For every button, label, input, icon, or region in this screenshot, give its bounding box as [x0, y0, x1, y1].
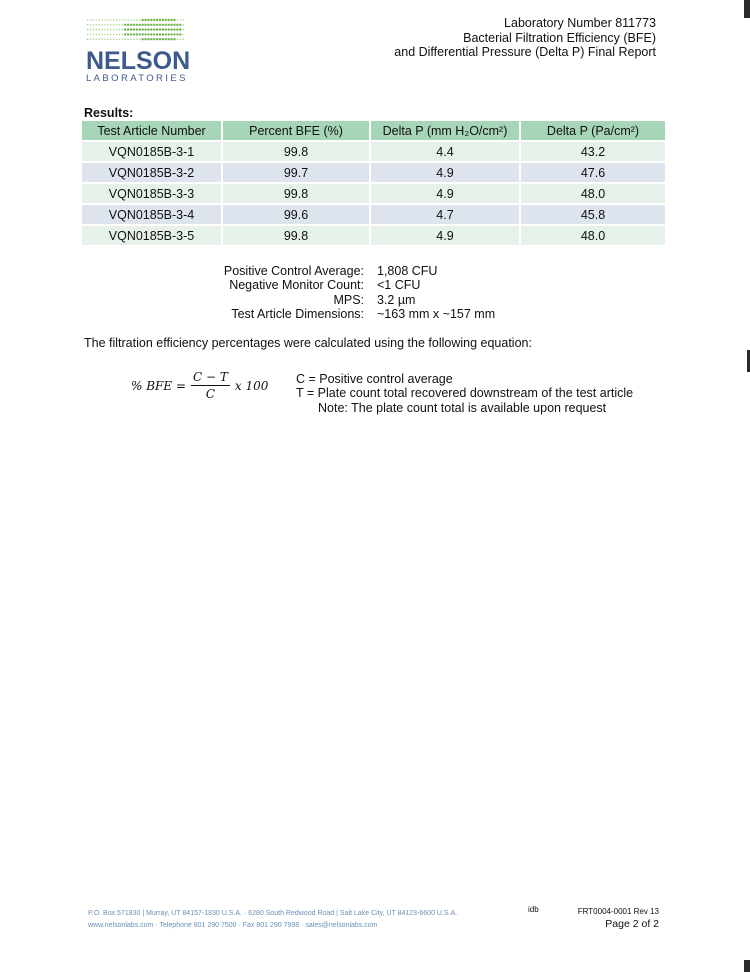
- logo-dot: [170, 24, 172, 26]
- formula-denominator: C: [205, 387, 216, 401]
- logo-dot: [93, 34, 95, 36]
- logo-dot: [156, 28, 158, 30]
- summary-row: [210, 278, 495, 292]
- logo-dot: [107, 19, 109, 21]
- logo-dot: [150, 19, 152, 21]
- logo-dot: [130, 38, 132, 40]
- logo-dot: [113, 34, 115, 36]
- logo-dot: [133, 24, 135, 26]
- logo-dot: [141, 19, 143, 21]
- logo-dot: [133, 28, 135, 30]
- logo-dot: [180, 19, 182, 21]
- logo-dot: [139, 24, 141, 26]
- cell-delta-p-pa: 48.0: [521, 184, 665, 203]
- logo-dot: [170, 38, 172, 40]
- cell-test-article: VQN0185B-3-5: [82, 226, 221, 245]
- logo-dot: [95, 19, 97, 21]
- footer-address-line1: P.O. Box 571830 | Murray, UT 84157-1830 U.S.A. · 6280 South Redwood Road | Salt Lake City, UT 84123-6600 U.S.A.: [88, 910, 458, 917]
- col-header-delta-p-mmh2o: Delta P (mm H₂O/cm²): [371, 121, 519, 140]
- logo-dot: [95, 34, 97, 36]
- logo-dot: [147, 38, 149, 40]
- logo-dot: [98, 38, 100, 40]
- logo-dot: [182, 38, 184, 40]
- logo-dot: [153, 38, 155, 40]
- logo-dot: [159, 19, 161, 21]
- logo-dot: [119, 29, 121, 31]
- cell-delta-p-mmh2o: 4.4: [371, 142, 519, 161]
- logo-dot: [162, 19, 164, 21]
- summary-label: Positive Control Average:: [223, 264, 364, 278]
- logo-dot: [107, 38, 109, 40]
- logo-dot: [179, 24, 181, 26]
- logo-dot: [107, 34, 109, 36]
- logo-dot: [113, 24, 115, 26]
- c-definition: C = Positive control average: [296, 372, 453, 386]
- logo-dot: [124, 38, 126, 40]
- cell-delta-p-mmh2o: 4.7: [371, 205, 519, 224]
- logo-dot: [104, 38, 106, 40]
- logo-dot: [90, 19, 92, 21]
- logo-dot: [95, 24, 97, 26]
- logo-dot: [133, 19, 135, 21]
- logo-dot: [179, 33, 181, 35]
- logo-dot: [124, 19, 126, 21]
- logo-dot: [127, 19, 129, 21]
- summary-block: [210, 264, 495, 322]
- logo-dot: [165, 38, 167, 40]
- logo-dot: [173, 19, 175, 21]
- logo-dot: [101, 38, 103, 40]
- logo-dot: [127, 38, 129, 40]
- logo-name: NELSON: [86, 47, 191, 75]
- logo-dot: [159, 33, 161, 35]
- summary-label: Test Article Dimensions:: [231, 307, 364, 322]
- logo-dot: [104, 24, 106, 26]
- logo-dot: [177, 38, 179, 40]
- logo-dot: [130, 28, 132, 30]
- logo-dot: [113, 38, 115, 40]
- logo-dot: [127, 33, 129, 35]
- logo-dot: [122, 34, 124, 36]
- logo-dot: [159, 28, 161, 30]
- table-row: [82, 226, 665, 245]
- logo-dot: [162, 28, 164, 30]
- footer-initials: idb: [528, 905, 539, 914]
- logo-dot: [168, 33, 170, 35]
- logo-dot: [104, 29, 106, 31]
- logo-dot: [165, 24, 167, 26]
- col-header-percent-bfe: Percent BFE (%): [223, 121, 369, 140]
- cell-percent-bfe: 99.8: [223, 226, 369, 245]
- report-header: [394, 16, 656, 60]
- logo-dot: [127, 28, 129, 30]
- results-header-row: [82, 121, 665, 140]
- logo-dot: [116, 19, 118, 21]
- cell-test-article: VQN0185B-3-4: [82, 205, 221, 224]
- logo-dot: [156, 38, 158, 40]
- summary-value: <1 CFU: [377, 278, 421, 293]
- form-number: FRT0004-0001 Rev 13: [577, 907, 659, 916]
- table-row: [82, 205, 665, 224]
- table-row: [82, 184, 665, 203]
- logo-dot: [127, 24, 129, 26]
- logo-dot: [136, 38, 138, 40]
- summary-row: [210, 293, 495, 307]
- logo-dot: [93, 19, 95, 21]
- cell-delta-p-mmh2o: 4.9: [371, 226, 519, 245]
- logo-dot: [98, 34, 100, 36]
- logo-dot: [119, 24, 121, 26]
- logo-dot: [144, 24, 146, 26]
- logo-dot: [93, 24, 95, 26]
- logo-dot: [170, 19, 172, 21]
- logo-dot: [136, 19, 138, 21]
- logo-dot: [139, 28, 141, 30]
- logo-dot: [136, 33, 138, 35]
- logo-dot: [182, 24, 184, 26]
- logo-dot: [90, 29, 92, 31]
- page-number: Page 2 of 2: [605, 918, 659, 930]
- formula-numerator: C − T: [193, 370, 228, 384]
- logo-dot: [147, 28, 149, 30]
- logo-dot: [87, 38, 89, 40]
- logo-dot: [87, 24, 89, 26]
- logo-dot: [101, 29, 103, 31]
- logo-dot: [98, 24, 100, 26]
- t-definition: T = Plate count total recovered downstream of the test article: [296, 386, 634, 401]
- logo-dot: [141, 28, 143, 30]
- results-heading: Results:: [84, 106, 134, 120]
- cell-test-article: VQN0185B-3-2: [82, 163, 221, 182]
- logo-dot: [122, 24, 124, 26]
- logo-dot: [110, 34, 112, 36]
- plate-count-note: Note: The plate count total is available upon request: [318, 400, 607, 415]
- logo-dot: [113, 19, 115, 21]
- logo-dot: [124, 24, 126, 26]
- logo-dot: [162, 24, 164, 26]
- report-title-line1: Bacterial Filtration Efficiency (BFE): [463, 30, 656, 45]
- logo-dot: [122, 29, 124, 31]
- logo-dot: [162, 38, 164, 40]
- scan-edge-mark: [744, 960, 750, 972]
- table-row: [82, 142, 665, 161]
- summary-value: ~163 mm x ~157 mm: [377, 307, 496, 322]
- logo-dot: [144, 38, 146, 40]
- scan-edge-mark: [744, 0, 750, 18]
- logo-dot: [165, 33, 167, 35]
- cell-percent-bfe: 99.7: [223, 163, 369, 182]
- logo-dot: [93, 29, 95, 31]
- logo-dot: [116, 24, 118, 26]
- logo-dot: [139, 38, 141, 40]
- logo-dot: [168, 24, 170, 26]
- logo-dot: [119, 34, 121, 36]
- logo-dot: [147, 19, 149, 21]
- logo-dot: [87, 19, 89, 21]
- logo-dot: [173, 28, 175, 30]
- logo-dot: [179, 28, 181, 30]
- logo-dot: [95, 29, 97, 31]
- logo-dot: [176, 28, 178, 30]
- logo-dot: [156, 24, 158, 26]
- lab-number: Laboratory Number 811773: [504, 16, 656, 30]
- logo-dot: [147, 24, 149, 26]
- logo-dot: [104, 19, 106, 21]
- logo-dot: [182, 34, 184, 36]
- cell-percent-bfe: 99.8: [223, 184, 369, 203]
- logo-dot: [170, 33, 172, 35]
- logo-dot: [139, 19, 141, 21]
- logo-dot: [119, 19, 121, 21]
- cell-delta-p-pa: 43.2: [521, 142, 665, 161]
- logo-dot: [144, 19, 146, 21]
- logo-dot: [107, 24, 109, 26]
- logo-dot: [153, 19, 155, 21]
- results-table: [80, 119, 667, 247]
- cell-percent-bfe: 99.8: [223, 142, 369, 161]
- summary-value: 3.2 µm: [377, 292, 416, 307]
- summary-label: Negative Monitor Count:: [229, 278, 364, 293]
- logo-dot: [141, 38, 143, 40]
- logo-dot: [101, 34, 103, 36]
- logo-dot: [133, 38, 135, 40]
- summary-value: 1,808 CFU: [377, 264, 438, 278]
- logo-dot: [147, 33, 149, 35]
- logo-dot: [173, 33, 175, 35]
- cell-test-article: VQN0185B-3-1: [82, 142, 221, 161]
- cell-delta-p-pa: 47.6: [521, 163, 665, 182]
- logo-subtitle: LABORATORIES: [86, 73, 188, 84]
- logo-dot: [180, 38, 182, 40]
- logo-dot: [153, 33, 155, 35]
- logo-dot: [93, 38, 95, 40]
- logo-dot: [165, 19, 167, 21]
- summary-label: MPS:: [333, 292, 364, 307]
- nelson-logo: [86, 18, 196, 85]
- cell-percent-bfe: 99.6: [223, 205, 369, 224]
- cell-delta-p-mmh2o: 4.9: [371, 163, 519, 182]
- formula-lhs: % BFE =: [131, 378, 186, 393]
- logo-dot: [95, 38, 97, 40]
- logo-dot: [87, 29, 89, 31]
- col-header-delta-p-pa: Delta P (Pa/cm²): [521, 121, 665, 140]
- logo-dot: [162, 33, 164, 35]
- logo-dot: [150, 33, 152, 35]
- logo-dot: [136, 24, 138, 26]
- summary-row: [210, 264, 495, 278]
- logo-dot: [144, 28, 146, 30]
- logo-dot: [173, 38, 175, 40]
- footer-form-info: [578, 905, 659, 931]
- logo-dot: [87, 34, 89, 36]
- logo-dot: [116, 38, 118, 40]
- logo-dot: [159, 38, 161, 40]
- cell-delta-p-pa: 48.0: [521, 226, 665, 245]
- logo-dot: [141, 33, 143, 35]
- logo-dot: [122, 19, 124, 21]
- logo-dot: [90, 38, 92, 40]
- logo-dot: [176, 24, 178, 26]
- logo-dot: [110, 38, 112, 40]
- logo-dot: [133, 33, 135, 35]
- formula-fraction: [191, 370, 230, 401]
- logo-dot: [170, 28, 172, 30]
- formula-legend: [296, 372, 633, 415]
- logo-dot: [136, 28, 138, 30]
- logo-dot: [144, 33, 146, 35]
- logo-dot: [130, 24, 132, 26]
- logo-dot: [182, 19, 184, 21]
- logo-dot: [116, 34, 118, 36]
- logo-dot: [141, 24, 143, 26]
- footer-address: [88, 908, 457, 932]
- logo-dot: [122, 38, 124, 40]
- logo-dot: [173, 24, 175, 26]
- logo-dot: [177, 19, 179, 21]
- col-header-test-article: Test Article Number: [82, 121, 221, 140]
- logo-dot: [168, 38, 170, 40]
- summary-row: [210, 307, 495, 321]
- logo-dot: [110, 19, 112, 21]
- logo-dot: [104, 34, 106, 36]
- logo-dot-grid: [86, 18, 186, 42]
- cell-delta-p-mmh2o: 4.9: [371, 184, 519, 203]
- logo-dot: [107, 29, 109, 31]
- logo-dot: [168, 19, 170, 21]
- cell-test-article: VQN0185B-3-3: [82, 184, 221, 203]
- logo-dot: [101, 24, 103, 26]
- footer-contact-line: www.nelsonlabs.com · Telephone 801 290 7500 · Fax 801 290 7998 · sales@nelsonlabs.com: [88, 922, 378, 929]
- logo-dot: [156, 19, 158, 21]
- report-title-line2: and Differential Pressure (Delta P) Final Report: [394, 45, 656, 59]
- logo-dot: [98, 29, 100, 31]
- logo-dot: [153, 28, 155, 30]
- logo-dot: [124, 28, 126, 30]
- logo-dot: [119, 38, 121, 40]
- table-row: [82, 163, 665, 182]
- logo-dot: [130, 19, 132, 21]
- equation-intro: The filtration efficiency percentages were calculated using the following equation:: [84, 336, 532, 350]
- logo-dot: [159, 24, 161, 26]
- logo-dot: [124, 33, 126, 35]
- logo-dot: [153, 24, 155, 26]
- logo-dot: [101, 19, 103, 21]
- logo-dot: [182, 29, 184, 31]
- logo-dot: [130, 33, 132, 35]
- cell-delta-p-pa: 45.8: [521, 205, 665, 224]
- logo-dot: [165, 28, 167, 30]
- logo-dot: [113, 29, 115, 31]
- logo-dot: [98, 19, 100, 21]
- logo-dot: [110, 24, 112, 26]
- logo-dot: [168, 28, 170, 30]
- logo-dot: [90, 34, 92, 36]
- logo-dot: [150, 28, 152, 30]
- logo-dot: [90, 24, 92, 26]
- logo-dot: [156, 33, 158, 35]
- logo-dot: [150, 38, 152, 40]
- logo-dot: [116, 29, 118, 31]
- logo-dot: [150, 24, 152, 26]
- logo-dot: [176, 33, 178, 35]
- logo-dot: [110, 29, 112, 31]
- bfe-formula: [131, 370, 268, 401]
- logo-dot: [139, 33, 141, 35]
- formula-multiplier: x 100: [234, 378, 269, 393]
